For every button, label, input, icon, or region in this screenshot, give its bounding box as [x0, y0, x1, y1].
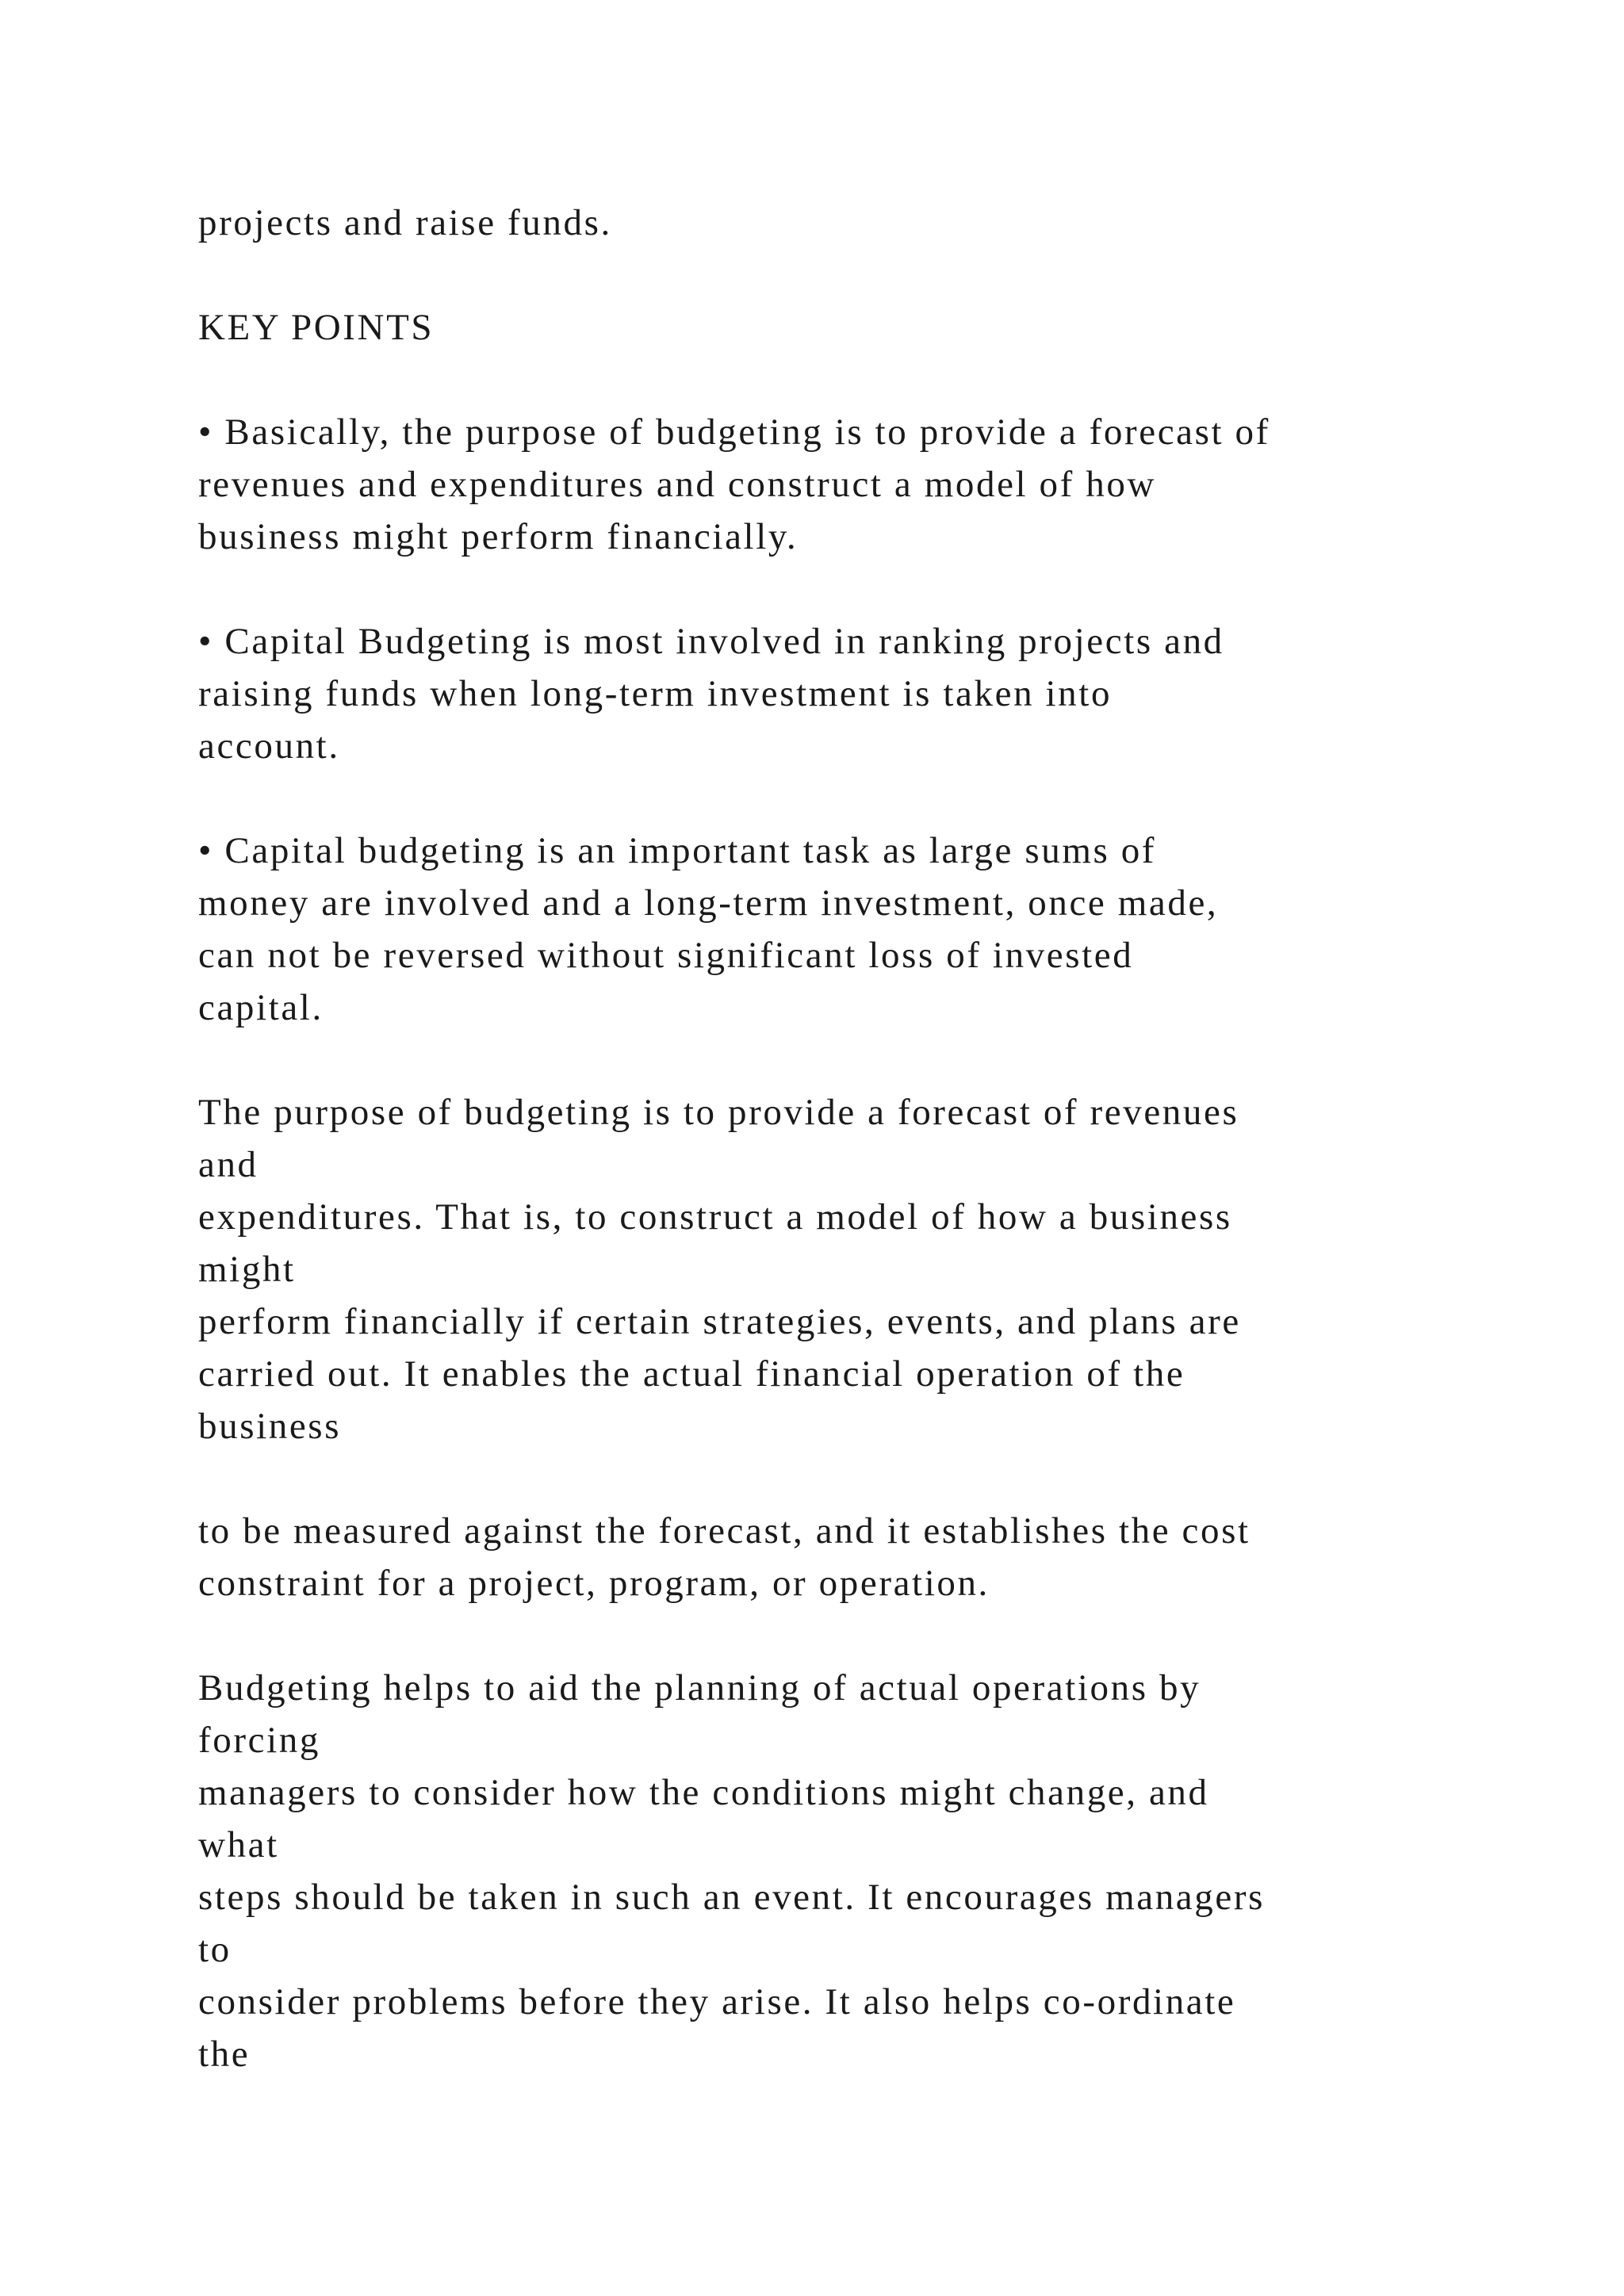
text-line: forcing: [198, 1720, 320, 1761]
text-line: might: [198, 1249, 296, 1290]
text-line: and: [198, 1144, 259, 1185]
text-line: constraint for a project, program, or operation.: [198, 1563, 990, 1604]
text-line: the: [198, 2034, 251, 2075]
text-line: perform financially if certain strategies, events, and plans are: [198, 1301, 1241, 1342]
paragraph-gap: [198, 354, 1499, 406]
text-line: steps should be taken in such an event. It encourages managers: [198, 1877, 1265, 1918]
paragraph-gap: [198, 1609, 1499, 1662]
body-paragraph: [198, 1662, 1499, 2080]
text-line: business might perform financially.: [198, 516, 799, 557]
text-line: raising funds when long-term investment is taken into: [198, 673, 1113, 714]
text-line: • Basically, the purpose of budgeting is to provide a forecast of: [198, 411, 1270, 453]
text-line: business: [198, 1406, 342, 1447]
paragraph-gap: [198, 249, 1499, 301]
paragraph-gap: [198, 1034, 1499, 1086]
text-line: projects and raise funds.: [198, 202, 612, 243]
text-line: The purpose of budgeting is to provide a forecast of revenues: [198, 1092, 1239, 1133]
intro-paragraph: [198, 197, 1499, 249]
body-paragraph: [198, 1505, 1499, 1609]
text-line: what: [198, 1824, 279, 1866]
body-paragraph: [198, 1086, 1499, 1452]
text-line: consider problems before they arise. It also helps co-ordinate: [198, 1981, 1236, 2022]
text-line: money are involved and a long-term investment, once made,: [198, 882, 1219, 924]
text-line: Budgeting helps to aid the planning of actual operations by: [198, 1667, 1201, 1709]
paragraph-gap: [198, 1452, 1499, 1505]
text-line: to be measured against the forecast, and it establishes the cost: [198, 1510, 1251, 1552]
text-line: capital.: [198, 987, 324, 1028]
text-line: revenues and expenditures and construct a model of how: [198, 464, 1156, 505]
text-line: can not be reversed without significant loss of invested: [198, 935, 1134, 976]
text-line: • Capital Budgeting is most involved in ranking projects and: [198, 621, 1224, 662]
text-line: to: [198, 1929, 232, 1970]
text-line: managers to consider how the conditions might change, and: [198, 1772, 1209, 1813]
bullet-item: [198, 615, 1499, 772]
text-line: account.: [198, 725, 340, 767]
paragraph-gap: [198, 772, 1499, 825]
key-points-heading: KEY POINTS: [198, 307, 435, 348]
text-line: • Capital budgeting is an important task as large sums of: [198, 830, 1157, 871]
paragraph-gap: [198, 563, 1499, 615]
bullet-item: [198, 406, 1499, 563]
text-line: carried out. It enables the actual financial operation of the: [198, 1353, 1185, 1395]
bullet-item: [198, 825, 1499, 1034]
document-body: [198, 197, 1499, 2080]
text-line: expenditures. That is, to construct a model of how a business: [198, 1196, 1232, 1238]
